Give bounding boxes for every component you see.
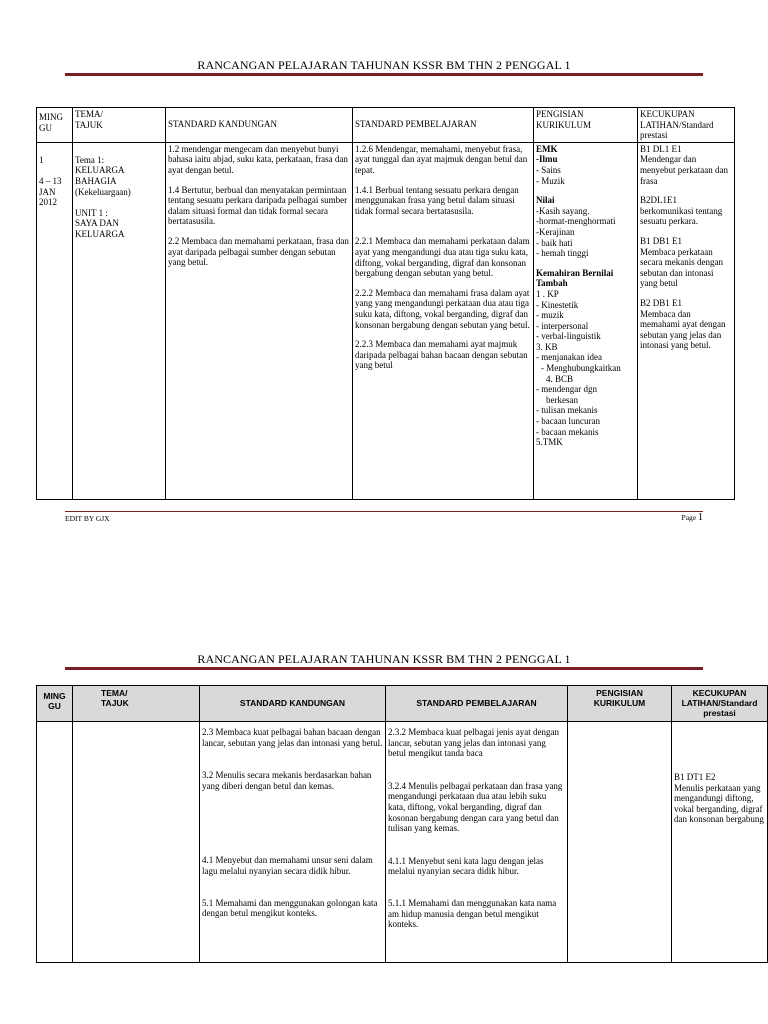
kl-item: B1 DB1 E1 Membaca perkataan secara mekanis dengan sebutan dan intonasi yang betul: [640, 235, 723, 289]
sk-item: 4.1 Menyebut dan memahami unsur seni dalam lagu melalui nyanyian secara didik hibur.: [202, 855, 373, 876]
sk-item: 3.2 Menulis secara mekanis berdasarkan bahan yang diberi dengan betul dan kemas.: [202, 770, 372, 791]
cell-kecukupan-latihan: [672, 722, 768, 963]
header-standard-kandungan: STANDARD KANDUNGAN: [200, 686, 386, 722]
sp-item: 1.2.6 Mendengar, memahami, menyebut frasa, ayat tunggal dan ayat majmuk dengan betul dan tepat.: [355, 143, 528, 175]
cell-minggu: 1 4 – 13 JAN 2012: [37, 142, 73, 499]
cell-tema: Tema 1: KELUARGA BAHAGIA (Kekeluargaan) UNIT 1 : SAYA DAN KELUARGA: [73, 142, 166, 499]
cell-minggu: [37, 722, 73, 963]
page-1-title: RANCANGAN PELAJARAN TAHUNAN KSSR BM THN 2 PENGGAL 1: [197, 58, 571, 72]
sp-item: 3.2.4 Menulis pelbagai perkataan dan frasa yang mengandungi perkataan dua atau lebih suku kata, diftong, vokal berganding, digraf dan kosonan bergabung dengan cara yang betul dan tulisan yang kemas.: [388, 780, 563, 834]
pk-kbt-items: 1 . KP - Kinestetik - muzik - interpersonal - verbal-linguistik 3. KB - menjanakan idea: [536, 288, 602, 363]
cell-standard-kandungan: [200, 722, 386, 963]
sk-item: 2.2 Membaca dan memahami perkataan, frasa dan ayat daripada pelbagai sumber dengan sebutan yang betul.: [168, 235, 349, 268]
lesson-plan-table-2: [36, 685, 768, 963]
kl-item: B1 DT1 E2 Menulis perkataan yang mengandungi diftong, vokal berganding, digraf dan konsonan bergabung: [674, 772, 764, 825]
page-2-title: RANCANGAN PELAJARAN TAHUNAN KSSR BM THN 2 PENGGAL 1: [197, 652, 571, 666]
header-standard-kandungan: STANDARD KANDUNGAN: [166, 108, 353, 143]
sp-item: 2.2.3 Membaca dan memahami ayat majmuk daripada pelbagai bahan bacaan dengan sebutan yang betul: [355, 339, 528, 371]
sp-item: 2.3.2 Membaca kuat pelbagai jenis ayat dengan lancar, sebutan yang jelas dan intonasi yang betul mengikut tanda baca: [388, 727, 559, 759]
cell-standard-pembelajaran: [386, 722, 568, 963]
sp-item: 2.2.1 Membaca dan memahami perkataan dalam ayat yang mengandungi dua atau tiga suku kata, diftong, vokal berganding, digraf dan konsonan bergabung dengan sebutan yang betul.: [355, 236, 530, 279]
footer-page-num: 1: [698, 512, 703, 523]
header-tema: TEMA/ TAJUK: [73, 108, 166, 143]
footer-editor: EDIT BY GJX: [65, 514, 110, 523]
pk-ilmu-items: - Sains - Muzik: [536, 164, 565, 186]
pk-nilai: Nilai: [536, 195, 555, 206]
cell-pengisian-kurikulum: [568, 722, 672, 963]
footer-page-label: Page: [681, 513, 697, 522]
sk-item: 2.3 Membaca kuat pelbagai bahan bacaan dengan lancar, sebutan yang jelas dan intonasi yang betul.: [202, 727, 383, 748]
cell-tema: [73, 722, 200, 963]
table-header-row: [37, 686, 768, 722]
pk-nilai-items: -Kasih sayang. -hormat-menghormati -Kerajinan - baik hati - hemah tinggi: [536, 205, 616, 259]
pk-kbt-item: berkesan: [546, 394, 578, 405]
sp-item: 4.1.1 Menyebut seni kata lagu dengan jelas melalui nyanyian secara didik hibur.: [388, 855, 544, 877]
header-minggu: MING GU: [37, 108, 73, 143]
header-pengisian-kurikulum: PENGISIAN KURIKULUM: [534, 108, 638, 143]
sk-item: 5.1 Memahami dan menggunakan golongan kata dengan betul mengikut konteks.: [202, 897, 378, 919]
pk-kbt-item: 4. BCB: [546, 373, 574, 384]
sp-item: 2.2.2 Membaca dan memahami frasa dalam ayat yang yang mengandungi perkataan dua atau tiga suku kata, diftong, vokal berganding, digraf dan konsonan bergabung dengan sebutan yang betul.: [355, 287, 530, 330]
header-kecukupan-latihan: KECUKUPAN LATIHAN/Standard prestasi: [638, 108, 735, 143]
sk-item: 1.4 Bertutur, berbual dan menyatakan permintaan tentang sesuatu perkara daripada pelbagai sumber dalam situasi formal dan tidak formal secara bertatasusila.: [168, 184, 348, 227]
pk-kbt-item: - Menghubungkaitkan: [541, 363, 621, 374]
pk-emk: EMK: [536, 143, 558, 154]
sp-item: 1.4.1 Berbual tentang sesuatu perkara dengan menggunakan frasa yang betul dalam situasi tidak formal secara bertatasusila.: [355, 184, 519, 216]
header-pengisian-kurikulum: PENGISIAN KURIKULUM: [568, 686, 672, 722]
kl-item: B2 DB1 E1 Membaca dan memahami ayat dengan sebutan yang jelas dan intonasi yang betul.: [640, 297, 726, 351]
sp-item: 5.1.1 Memahami dan menggunakan kata nama am hidup manusia dengan betul mengikut konteks.: [388, 897, 557, 930]
kl-item: B1 DL1 E1 Mendengar dan menyebut perkataan dan frasa: [640, 143, 728, 186]
sk-item: 1.2 mendengar mengecam dan menyebut bunyi bahasa iaitu abjad, suku kata, perkataan, frasa dan ayat dengan betul.: [168, 143, 348, 175]
pk-kbt-item: - mendengar dgn: [536, 384, 597, 395]
kl-item: B2DL1E1 berkomunikasi tentang sesuatu perkara.: [640, 195, 723, 227]
header-standard-pembelajaran: STANDARD PEMBELAJARAN: [353, 108, 534, 143]
pk-kemahiran: Kemahiran Bernilai Tambah: [536, 267, 614, 289]
header-minggu: MING GU: [37, 686, 73, 722]
pk-kbt-items: - tulisan mekanis - bacaan luncuran - bacaan mekanis 5.TMK: [536, 405, 600, 448]
pk-ilmu: -Ilmu: [536, 154, 558, 165]
table-row: [37, 722, 768, 963]
header-kecukupan-latihan: KECUKUPAN LATIHAN/Standard prestasi: [672, 686, 768, 722]
header-tema: TEMA/ TAJUK: [73, 686, 200, 722]
title-rule: [65, 667, 703, 670]
header-standard-pembelajaran: STANDARD PEMBELAJARAN: [386, 686, 568, 722]
